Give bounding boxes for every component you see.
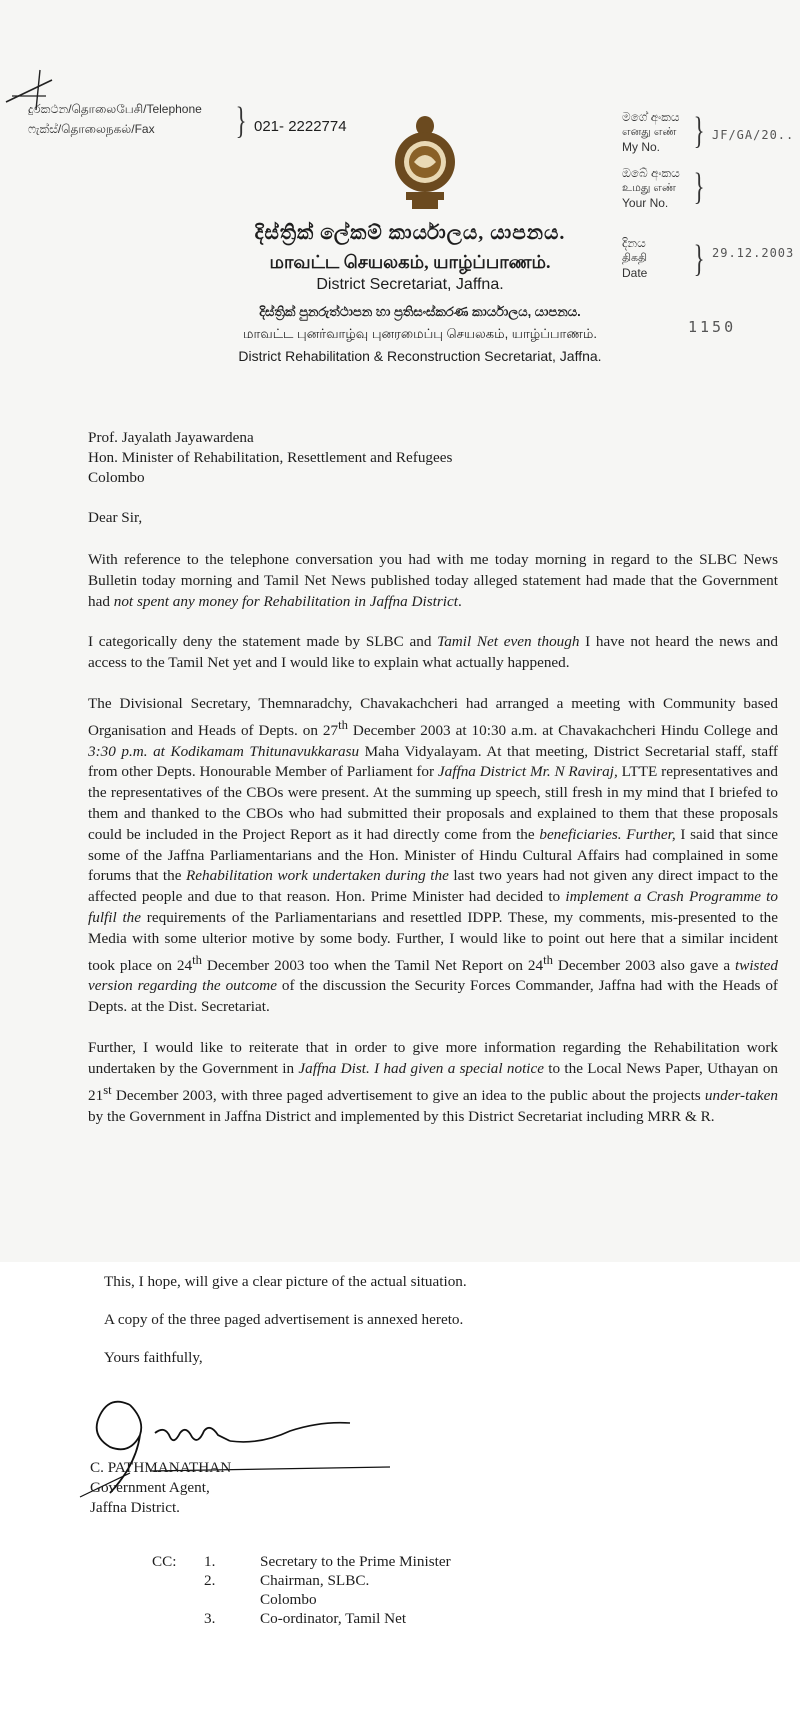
office-name-sinhala: දිස්ත්‍රික් ලේකම් කාර්යාලය, යාපනය. [254,222,566,244]
salutation: Dear Sir, [88,509,143,526]
date-label-en: Date [622,266,648,280]
rehab-name-english: District Rehabilitation & Reconstruction Secretariat, Jaffna. [238,348,602,364]
cc-list [204,1552,451,1628]
office-name-english: District Secretariat, Jaffna. [316,276,504,293]
paragraph-3: The Divisional Secretary, Themnaradchy, Chavakachcheri had arranged a meeting with Community based Organisation and Heads of Depts. on 27th December 2003 at 10:30 a.m. at Chavakachcheri Hindu College and 3:30 p.m. at Kodikamam Thitunavukkarasu Maha Vidyalayam. At that meeting, District Secretarial staff, staff from other Depts. Honourable Member of Parliament for Jaffna District Mr. N Raviraj, LTTE representatives and the representatives of the CBOs were present. At the summing up speech, still fresh in my mind that I briefed to them and thanked to the CBOs who had submitted their proposals and explained to them that these proposals could be included in the Project Report as it had directly come from the beneficiaries. Further, I said that since some of the Jaffna Parliamentarians and the Hon. Minister of Hindu Cultural Affairs had complained in some forums that the Rehabilitation work undertaken during the last two years had not given any direct impact to the affected people and due to that reason. Hon. Prime Minister had decided to implement a Crash Programme to fulfil the requirements of the Parliamentarians and resettled IDPP. These, my comments, mis-presented to the Media with some ulterior motive by some body. Further, I would like to point out here that a similar incident took place on 24th December 2003 too when the Tamil Net Report on 24th December 2003 also gave a twisted version regarding the outcome of the discussion the Security Forces Commander, Jaffna had with the Heads of Depts. at the Dist. Secretariat. [88,694,779,1016]
phone-label: දුරකථන/தொலைபேசி/Telephone [28,102,202,116]
list-item: Colombo [260,1591,317,1608]
your-no-label-si: ඔබේ අංකය [622,166,680,180]
phone-number: 021- 2222774 [254,118,347,135]
your-no-label-en: Your No. [622,196,669,210]
phone-brace: } [235,100,247,142]
pen-mark-icon [2,62,62,112]
rehab-name-sinhala: දිස්ත්‍රික් පුනරුත්ථාපන හා ප්‍රතිසංස්කරණ කාර්යාලය, යාපනය. [259,304,581,319]
addressee-title: Hon. Minister of Rehabilitation, Resettlement and Refugees [88,449,453,466]
closing-line-3: Yours faithfully, [104,1349,203,1366]
paragraph-4: Further, I would like to reiterate that in order to give more information regarding the Rehabilitation work undertaken by the Government in Jaffna Dist. I had given a special notice to the Local News Paper, Uthayan on 21st December 2003, with three paged advertisement to give an idea to the public about the projects under-taken by the Government in Jaffna District and implemented by this District Secretariat including MRR & R. [88,1039,779,1125]
list-item: 1. Secretary to the Prime Minister [204,1553,451,1570]
date-brace: } [693,238,705,280]
national-emblem-icon [390,108,460,212]
date-label-ta: திகதி [622,252,648,264]
my-no-label-si: මගේ අංකය [622,110,680,124]
signatory-block [90,1458,231,1518]
cc-label: CC: [152,1553,177,1570]
my-no-label-ta: எனது எண் [622,126,677,138]
signatory-district: Jaffna District. [90,1499,180,1516]
rehab-name-tamil: மாவட்ட புனர்வாழ்வு புனரமைப்பு செயலகம், யாழ்ப்பாணம். [243,326,597,341]
paragraph-2: I categorically deny the statement made by SLBC and Tamil Net even though I have not heard the news and access to the Tamil Net yet and I would like to explain what actually happened. [88,633,778,672]
signatory-name: C. PATHMANATHAN [90,1459,232,1476]
my-no-label-en: My No. [622,140,661,154]
closing-line-1: This, I hope, will give a clear picture of the actual situation. [104,1273,467,1290]
paragraph-1: With reference to the telephone conversation you had with me today morning in regard to the SLBC News Bulletin today morning and Tamil Net News published today alleged statement had made that the Government had not spent any money for Rehabilitation in Jaffna District. [88,551,778,610]
my-no-value: JF/GA/20.. [712,128,795,142]
list-item: 3. Co-ordinator, Tamil Net [204,1610,407,1627]
fax-label: ෆැක්ස්/தொலைநகல்/Fax [28,122,155,136]
stamp-number: 1150 [688,318,737,336]
letter-body [88,550,778,1147]
your-no-label-ta: உமது எண் [622,182,677,194]
addressee-city: Colombo [88,469,145,486]
addressee [88,428,452,488]
my-no-brace: } [693,110,705,152]
your-no-brace: } [693,166,705,208]
date-value: 29.12.2003 [712,246,795,260]
date-label-si: දිනය [622,236,646,250]
office-name-tamil: மாவட்ட செயலகம், யாழ்ப்பாணம். [269,252,551,272]
signatory-title: Government Agent, [90,1479,210,1496]
list-item: 2. Chairman, SLBC. [204,1572,370,1589]
closing-line-2: A copy of the three paged advertisement is annexed hereto. [104,1311,464,1328]
addressee-name: Prof. Jayalath Jayawardena [88,429,254,446]
